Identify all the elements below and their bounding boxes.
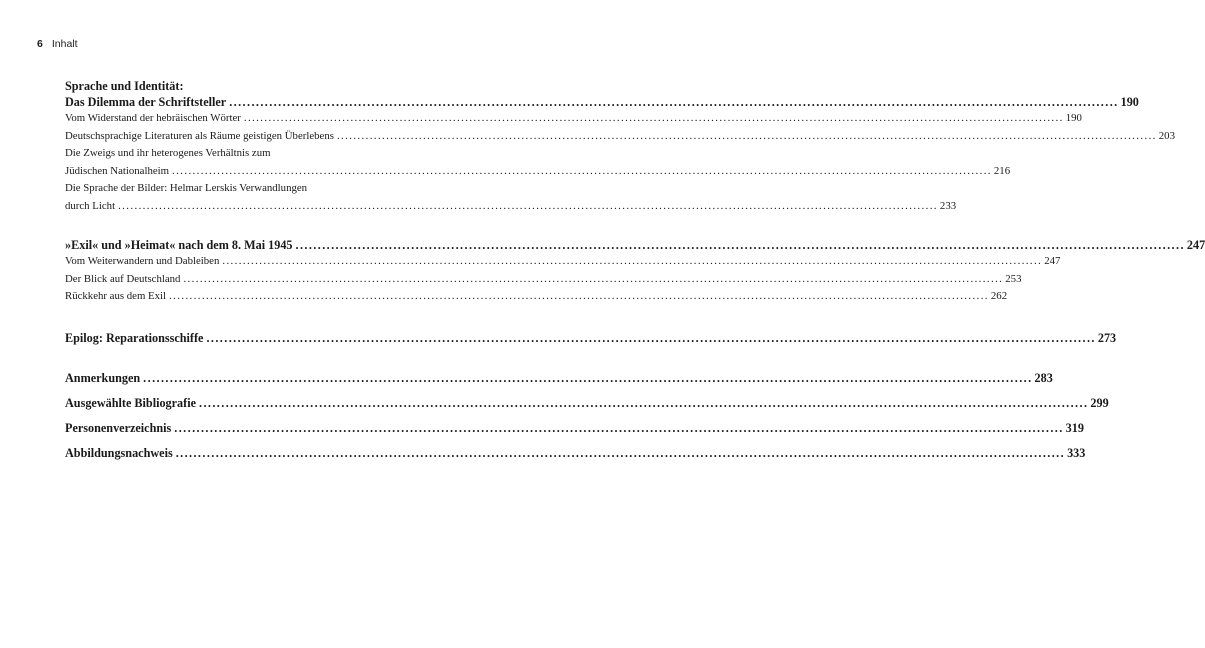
toc-section[interactable]: [65, 330, 1117, 346]
toc-section-title: Anmerkungen: [65, 370, 141, 385]
toc-section[interactable]: [65, 395, 1109, 411]
toc-entry-title: Rückkehr aus dem Exil: [65, 290, 167, 302]
toc-leader-dots: ........................................................................................................................................................................................................: [169, 290, 989, 302]
toc-page-number: 283: [1034, 370, 1053, 385]
toc-entry-title: durch Licht: [65, 199, 116, 212]
toc-entry[interactable]: [65, 110, 1082, 128]
toc-section[interactable]: [65, 237, 1205, 253]
toc-page-number: 203: [1158, 129, 1175, 142]
toc-entry-title-line: Die Zweigs und ihr heterogenes Verhältnis zum: [65, 147, 271, 159]
toc-leader-dots: ........................................................................................................................................................................................................: [118, 199, 938, 212]
toc-entry[interactable]: [65, 253, 1061, 271]
toc-page-number: 247: [1044, 255, 1061, 267]
toc-entry-title: Jüdischen Nationalheim: [65, 164, 170, 177]
toc-entry-title-line: Die Sprache der Bilder: Helmar Lerskis Verwandlungen: [65, 182, 308, 194]
toc-entry-title: Der Blick auf Deutschland: [65, 272, 181, 285]
toc-leader-dots: ........................................................................................................................................................................................................: [174, 420, 1064, 435]
toc-leader-dots: ........................................................................................................................................................................................................: [229, 95, 1119, 109]
toc-entry-title: Deutschsprachige Literaturen als Räume geistigen Überlebens: [65, 129, 334, 142]
toc-page-number: 190: [1065, 112, 1082, 124]
toc-page-number: 273: [1097, 330, 1117, 345]
toc-section-title: »Exil« und »Heimat« nach dem 8. Mai 1945: [65, 238, 293, 252]
toc-entry[interactable]: [65, 271, 1022, 289]
toc-page-number: 233: [939, 199, 957, 212]
toc-page-number: 262: [990, 290, 1008, 302]
toc-section[interactable]: [65, 370, 1053, 386]
table-of-contents: [65, 78, 1205, 461]
toc-leader-dots: ........................................................................................................................................................................................................: [199, 395, 1089, 410]
page-number: 6: [37, 38, 43, 50]
toc-leader-dots: ........................................................................................................................................................................................................: [336, 129, 1157, 142]
toc-page-number: 216: [993, 164, 1011, 177]
toc-leader-dots: ........................................................................................................................................................................................................: [295, 238, 1185, 252]
toc-leader-dots: ........................................................................................................................................................................................................: [183, 272, 1004, 285]
toc-section-title: Sprache und Identität:: [65, 79, 184, 93]
toc-page-number: 319: [1065, 420, 1084, 435]
toc-page-number: 247: [1186, 238, 1205, 252]
toc-entry-title: Vom Widerstand der hebräischen Wörter: [65, 112, 241, 124]
toc-section-title: Abbildungsnachweis: [65, 445, 173, 460]
toc-leader-dots: ........................................................................................................................................................................................................: [143, 370, 1033, 385]
toc-page-number: 333: [1067, 445, 1086, 460]
toc-entry-title: Vom Weiterwandern und Dableiben: [65, 255, 220, 267]
toc-section[interactable]: [65, 445, 1086, 461]
toc-leader-dots: ........................................................................................................................................................................................................: [222, 255, 1043, 267]
toc-entry[interactable]: [65, 128, 1175, 146]
toc-leader-dots: ........................................................................................................................................................................................................: [172, 164, 992, 177]
toc-section-title: Das Dilemma der Schriftsteller: [65, 95, 227, 109]
running-title: Inhalt: [51, 38, 78, 50]
toc-section-title: Ausgewählte Bibliografie: [65, 395, 197, 410]
toc-entry[interactable]: [65, 198, 957, 216]
toc-page-number: 299: [1090, 395, 1109, 410]
toc-section-title: Personenverzeichnis: [65, 420, 172, 435]
toc-leader-dots: ........................................................................................................................................................................................................: [206, 330, 1096, 345]
toc-section[interactable]: [65, 94, 1139, 110]
toc-page-number: 190: [1120, 95, 1139, 109]
toc-page-number: 253: [1005, 272, 1022, 285]
toc-entry[interactable]: [65, 163, 1011, 181]
running-head: [37, 38, 78, 50]
toc-leader-dots: ........................................................................................................................................................................................................: [175, 445, 1066, 460]
toc-leader-dots: ........................................................................................................................................................................................................: [243, 112, 1064, 124]
toc-section[interactable]: [65, 420, 1084, 436]
toc-entry[interactable]: [65, 288, 1008, 306]
toc-section-title: Epilog: Reparationsschiffe: [65, 330, 204, 345]
